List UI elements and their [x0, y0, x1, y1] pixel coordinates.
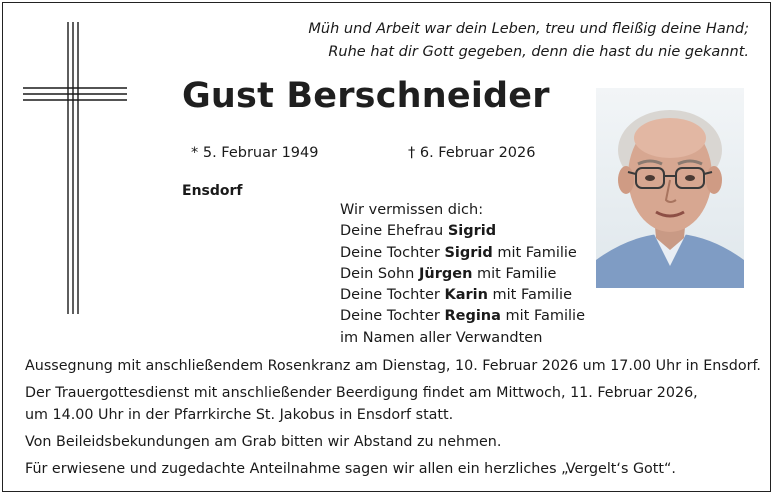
mourner-name: Karin — [444, 287, 488, 304]
verse-line-2: Ruhe hat dir Gott gegeben, denn die hast du nie gekannt. — [328, 44, 749, 60]
birth-date: * 5. Februar 1949 — [191, 145, 319, 161]
mourner-suffix: mit Familie — [472, 265, 557, 282]
mourner-line — [340, 221, 585, 242]
death-date: † 6. Februar 2026 — [408, 145, 536, 161]
mourner-relation: Deine Ehefrau — [340, 223, 448, 240]
verse-line-1: Müh und Arbeit war dein Leben, treu und fleißig deine Hand; — [308, 21, 749, 37]
mourner-relation: Dein Sohn — [340, 265, 419, 282]
mourners-closing: im Namen aller Verwandten — [340, 329, 543, 346]
mourner-relation: Deine Tochter — [340, 244, 445, 261]
mourner-name: Regina — [444, 308, 501, 325]
mourner-relation: Deine Tochter — [340, 287, 445, 304]
funeral-notices — [25, 356, 761, 480]
cross-icon — [23, 22, 127, 314]
mourner-line — [340, 243, 585, 264]
mourner-line — [340, 285, 585, 306]
memorial-verse — [308, 18, 749, 64]
mourner-relation: Deine Tochter — [340, 308, 445, 325]
blessing-notice: Aussegnung mit anschließendem Rosenkranz am Dienstag, 10. Februar 2026 um 17.00 Uhr in Ensdorf. — [25, 358, 761, 374]
service-notice-line-2: um 14.00 Uhr in der Pfarrkirche St. Jakobus in Ensdorf statt. — [25, 406, 454, 423]
mourner-suffix: mit Familie — [500, 308, 586, 325]
condolence-notice: Von Beileidsbekundungen am Grab bitten wir Abstand zu nehmen. — [25, 433, 502, 450]
mourner-name: Sigrid — [447, 223, 497, 240]
mourner-suffix: mit Familie — [487, 287, 573, 304]
mourners-intro: Wir vermissen dich: — [340, 202, 484, 218]
mourners-list — [340, 200, 585, 349]
portrait-photo — [596, 88, 744, 288]
mourner-name: Sigrid — [444, 244, 493, 261]
thanks-notice: Für erwiesene und zugedachte Anteilnahme sagen wir allen ein herzliches „Vergelt‘s Gott“. — [25, 461, 676, 478]
mourner-suffix: mit Familie — [492, 244, 577, 261]
deceased-name: Gust Berschneider — [182, 76, 550, 116]
mourner-line — [340, 306, 585, 327]
service-notice-line-1: Der Trauergottesdienst mit anschließender Beerdigung findet am Mittwoch, 11. Februar 2026, — [25, 385, 698, 402]
residence-place: Ensdorf — [182, 183, 243, 199]
mourner-name: Jürgen — [418, 265, 473, 282]
mourner-line — [340, 264, 585, 285]
